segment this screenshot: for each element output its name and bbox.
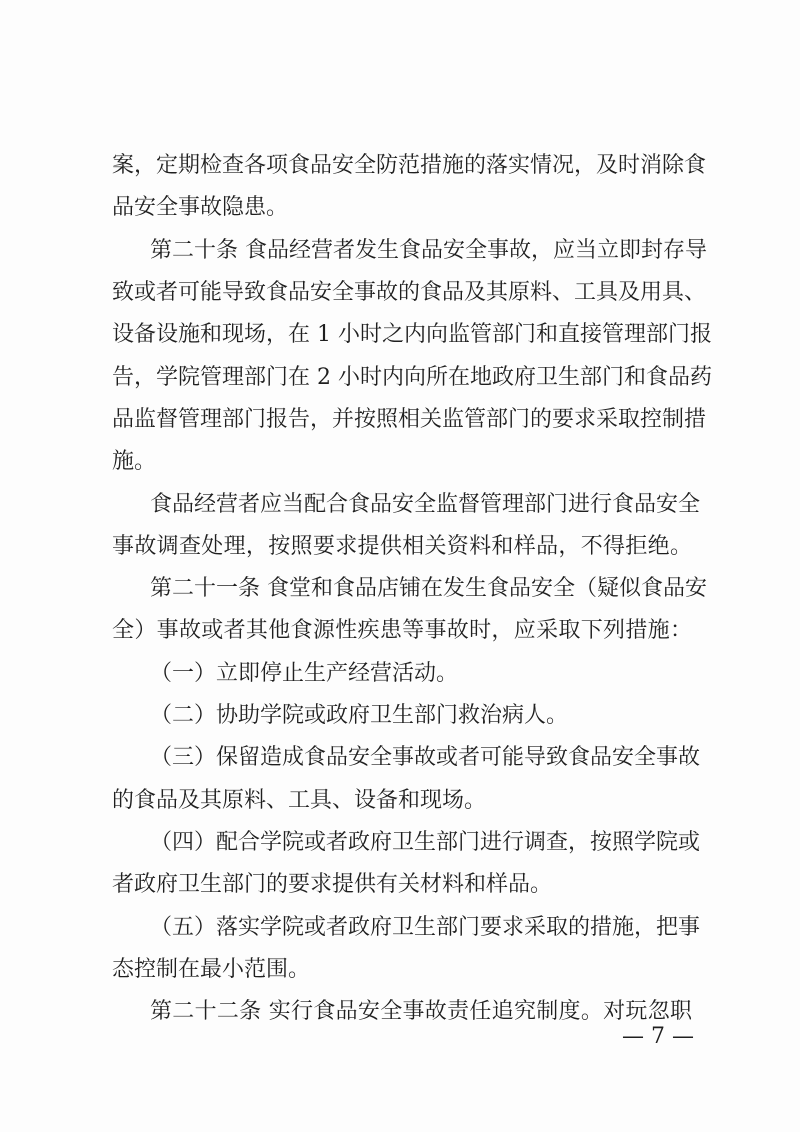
text-line-9: 食品经营者应当配合食品安全监督管理部门进行食品安全 — [150, 492, 701, 517]
text-line-21: 第二十二条 实行食品安全事故责任追究制度。对玩忽职 — [150, 999, 692, 1024]
text-line-18: 者政府卫生部门的要求提供有关材料和样品。 — [112, 872, 553, 897]
text-line-3: 第二十条 食品经营者发生食品安全事故，应当立即封存导 — [150, 238, 707, 263]
text-line-14: （二）协助学院或政府卫生部门救治病人。 — [150, 703, 569, 728]
text-line-1: 案，定期检查各项食品安全防范措施的落实情况，及时消除食 — [112, 153, 707, 178]
text-line-12: 全）事故或者其他食源性疾患等事故时，应采取下列措施： — [112, 618, 692, 643]
text-line-5: 设备设施和现场，在 1 小时之内向监管部门和直接管理部门报 — [112, 322, 712, 347]
text-line-11: 第二十一条 食堂和食品店铺在发生食品安全（疑似食品安 — [150, 576, 707, 601]
text-line-6: 告，学院管理部门在 2 小时内向所在地政府卫生部门和食品药 — [112, 365, 712, 390]
page-number: — 7 — — [622, 1024, 694, 1049]
text-line-17: （四）配合学院或者政府卫生部门进行调查，按照学院或 — [150, 830, 701, 855]
text-line-15: （三）保留造成食品安全事故或者可能导致食品安全事故 — [150, 745, 701, 770]
text-line-10: 事故调查处理，按照要求提供相关资料和样品，不得拒绝。 — [112, 534, 692, 559]
text-line-19: （五）落实学院或者政府卫生部门要求采取的措施，把事 — [150, 915, 701, 940]
text-line-7: 品监督管理部门报告，并按照相关监管部门的要求采取控制措 — [112, 407, 707, 432]
text-line-8: 施。 — [112, 449, 157, 474]
text-line-4: 致或者可能导致食品安全事故的食品及其原料、工具及用具、 — [112, 280, 707, 305]
text-line-2: 品安全事故隐患。 — [112, 195, 289, 220]
text-line-16: 的食品及其原料、工具、设备和现场。 — [112, 788, 487, 813]
text-line-20: 态控制在最小范围。 — [112, 957, 311, 982]
text-line-13: （一）立即停止生产经营活动。 — [150, 661, 459, 686]
